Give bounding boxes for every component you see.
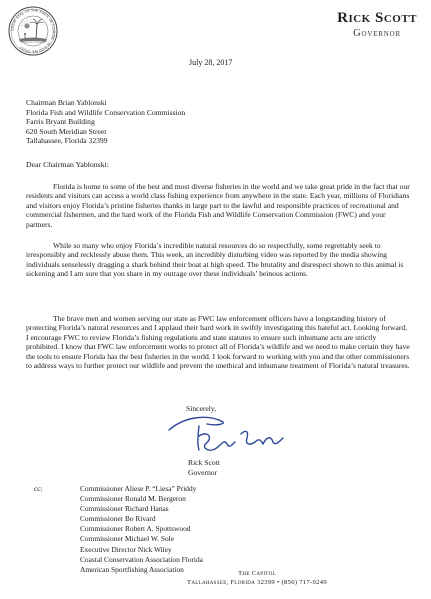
cc-recipient: Executive Director Nick Wiley xyxy=(80,544,172,554)
recipient-street: 620 South Meridian Street xyxy=(26,126,107,136)
cc-recipient: American Sportfishing Association xyxy=(80,564,184,574)
signer-block xyxy=(188,458,220,477)
governor-name: Rick Scott xyxy=(337,10,417,26)
recipient-building: Farris Bryant Building xyxy=(26,117,95,127)
recipient-address xyxy=(26,98,185,146)
signer-title: Governor xyxy=(188,467,218,477)
recipient-name: Chairman Brian Yablonski xyxy=(26,98,107,107)
cc-recipient: Commissioner Bo Rivard xyxy=(80,514,156,524)
cc-recipient: Commissioner Aliese P. “Liesa” Priddy xyxy=(80,484,197,493)
signer-name: Rick Scott xyxy=(188,458,220,467)
cc-recipient: Commissioner Ronald M. Bergeron xyxy=(80,494,186,504)
state-seal xyxy=(8,6,58,56)
footer-building: The Capitol xyxy=(238,570,276,577)
letterhead xyxy=(337,10,417,39)
recipient-organization: Florida Fish and Wildlife Conservation Commission xyxy=(26,107,186,117)
body-paragraph-2: While so many who enjoy Florida’s incredible natural resources do so respectfully, some regrettably seek to irresponsibly and recklessly abuse them. This week, an incredibly disturbing video was reported by the media showing individuals senselessly dragging a shark behind their boat at high speed. The brutality and disrespect shown to this animal is sickening and I am sure that you share in my outrage over these individuals’ heinous actions. xyxy=(26,241,404,279)
footer-address xyxy=(187,569,327,588)
salutation: Dear Chairman Yablonski: xyxy=(26,160,109,169)
cc-recipient: Commissioner Robert A. Spottswood xyxy=(80,524,191,534)
cc-recipient: Commissioner Richard Hanas xyxy=(80,504,169,514)
seal-text: GREAT SEAL OF THE STATE OF FLORIDA · IN GOD WE TRUST xyxy=(10,8,56,54)
body-paragraph-3: The brave men and women serving our state as FWC law enforcement officers have a longstanding history of protecting Florida’s natural resources and I applaud their hard work in swiftly investigating this hateful act. Looking forward, I encourage FWC to review Florida’s fishing regulations and state statutes to ensure such inhumane acts are strictly prohibited. I know that FWC law enforcement works to protect all of Florida’s wildlife and we need to make certain they have the tools to ensure Florida has the best fisheries in the world. I look forward to working with you and the other commissioners to address ways to further protect our wildlife and prevent the unethical and inhumane treatment of Florida’s natural treasures. xyxy=(26,314,410,371)
governor-title: Governor xyxy=(353,28,401,39)
cc-label: cc: xyxy=(34,484,43,493)
letter-date: July 28, 2017 xyxy=(189,58,233,67)
cc-recipient: Commissioner Michael W. Sole xyxy=(80,534,175,544)
handwritten-signature xyxy=(165,412,295,458)
cc-list xyxy=(80,484,203,575)
body-paragraph-1: Florida is home to some of the best and most diverse fisheries in the world and we take great pride in the fact that our residents and visitors can access a world class fishing experience from anywhere in the state. Each year, millions of Floridians and visitors enjoy Florida’s pristine fisheries thanks in large part to the lawful and responsible practices of recreational and commercial fishermen, and the hard work of the Florida Fish and Wildlife Conservation Commission (FWC) and your partners. xyxy=(26,182,410,229)
cc-recipient: Coastal Conservation Association Florida xyxy=(80,554,203,564)
footer-contact: Tallahassee, Florida 32399 • (850) 717-9249 xyxy=(187,579,327,587)
closing: Sincerely, xyxy=(186,404,217,413)
recipient-city: Tallahassee, Florida 32399 xyxy=(26,136,108,146)
